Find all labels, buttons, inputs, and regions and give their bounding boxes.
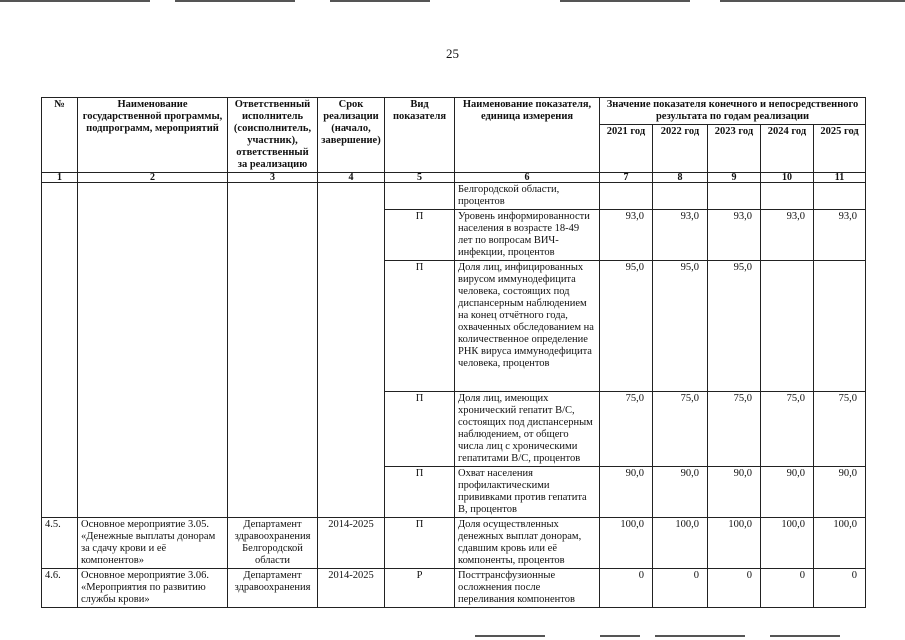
header-name: Наименование государственной программы, подпрограмм, мероприятий bbox=[78, 98, 228, 173]
cell-responsible: Департамент здравоохранения Белгородской области bbox=[228, 518, 318, 569]
cell-value: 75,0 bbox=[708, 392, 761, 467]
cell-value: 0 bbox=[653, 569, 708, 608]
cell-value: 95,0 bbox=[653, 261, 708, 392]
cell-indicator: Посттрансфузионные осложнения после переливания компонентов bbox=[455, 569, 600, 608]
header-year: 2022 год bbox=[653, 125, 708, 173]
cell-value bbox=[653, 183, 708, 210]
cell-value: 93,0 bbox=[708, 210, 761, 261]
cell-value: 95,0 bbox=[600, 261, 653, 392]
cell-responsible bbox=[228, 183, 318, 518]
table-row bbox=[42, 569, 866, 608]
cell-value: 93,0 bbox=[814, 210, 866, 261]
column-number: 4 bbox=[318, 173, 385, 183]
cell-indicator: Белгородской области, процентов bbox=[455, 183, 600, 210]
cell-value: 0 bbox=[761, 569, 814, 608]
column-number: 9 bbox=[708, 173, 761, 183]
header-type: Вид показателя bbox=[385, 98, 455, 173]
cell-type: Р bbox=[385, 569, 455, 608]
cell-value: 75,0 bbox=[600, 392, 653, 467]
cell-value bbox=[761, 183, 814, 210]
header-year: 2024 год bbox=[761, 125, 814, 173]
cell-term bbox=[318, 183, 385, 518]
cell-value: 90,0 bbox=[814, 467, 866, 518]
cell-value bbox=[814, 183, 866, 210]
column-numbers-row bbox=[42, 173, 866, 183]
column-number: 2 bbox=[78, 173, 228, 183]
cell-value: 0 bbox=[814, 569, 866, 608]
cell-value: 93,0 bbox=[653, 210, 708, 261]
header-term: Срок реализации (начало, завершение) bbox=[318, 98, 385, 173]
column-number: 7 bbox=[600, 173, 653, 183]
cell-value bbox=[761, 261, 814, 392]
header-row bbox=[42, 98, 866, 125]
cell-value: 93,0 bbox=[761, 210, 814, 261]
cell-value: 0 bbox=[708, 569, 761, 608]
cell-term: 2014-2025 bbox=[318, 518, 385, 569]
column-number: 8 bbox=[653, 173, 708, 183]
cell-indicator: Уровень информированности населения в возрасте 18-49 лет по вопросам ВИЧ-инфекции, процентов bbox=[455, 210, 600, 261]
cell-value bbox=[600, 183, 653, 210]
cell-value: 95,0 bbox=[708, 261, 761, 392]
header-year: 2025 год bbox=[814, 125, 866, 173]
cell-name bbox=[78, 183, 228, 518]
header-year: 2023 год bbox=[708, 125, 761, 173]
cell-type: П bbox=[385, 518, 455, 569]
cell-value: 90,0 bbox=[600, 467, 653, 518]
table-row bbox=[42, 518, 866, 569]
indicators-table bbox=[41, 97, 866, 608]
page-number: 25 bbox=[446, 46, 459, 61]
cell-type bbox=[385, 183, 455, 210]
cell-value: 100,0 bbox=[653, 518, 708, 569]
cell-value: 0 bbox=[600, 569, 653, 608]
header-values-group: Значение показателя конечного и непосредственного результата по годам реализации bbox=[600, 98, 866, 125]
cell-value: 100,0 bbox=[708, 518, 761, 569]
header-num: № bbox=[42, 98, 78, 173]
column-number: 1 bbox=[42, 173, 78, 183]
column-number: 10 bbox=[761, 173, 814, 183]
cell-value: 90,0 bbox=[653, 467, 708, 518]
header-year: 2021 год bbox=[600, 125, 653, 173]
cell-value: 75,0 bbox=[761, 392, 814, 467]
cell-indicator: Охват населения профилактическими прививками против гепатита В, процентов bbox=[455, 467, 600, 518]
cell-num bbox=[42, 183, 78, 518]
cell-value: 75,0 bbox=[653, 392, 708, 467]
table-row bbox=[42, 183, 866, 210]
cell-indicator: Доля лиц, имеющих хронический гепатит В/С, состоящих под диспансерным наблюдением, от общего числа лиц с хроническими гепатитами В/С, процентов bbox=[455, 392, 600, 467]
cell-type: П bbox=[385, 467, 455, 518]
bottom-scan-edge bbox=[0, 635, 905, 638]
cell-value: 100,0 bbox=[814, 518, 866, 569]
cell-type: П bbox=[385, 261, 455, 392]
cell-name: Основное мероприятие 3.06. «Мероприятия по развитию службы крови» bbox=[78, 569, 228, 608]
cell-term: 2014-2025 bbox=[318, 569, 385, 608]
cell-type: П bbox=[385, 392, 455, 467]
cell-value: 93,0 bbox=[600, 210, 653, 261]
cell-indicator: Доля лиц, инфицированных вирусом иммунодефицита человека, состоящих под диспансерным наблюдением на конец отчётного года, охваченных обследованием на количественное определение РНК вируса иммунодефицита человека, процентов bbox=[455, 261, 600, 392]
cell-value: 100,0 bbox=[600, 518, 653, 569]
column-number: 5 bbox=[385, 173, 455, 183]
cell-responsible: Департамент здравоохранения bbox=[228, 569, 318, 608]
column-number: 6 bbox=[455, 173, 600, 183]
cell-value: 100,0 bbox=[761, 518, 814, 569]
cell-value: 75,0 bbox=[814, 392, 866, 467]
header-responsible: Ответственный исполнитель (соисполнитель, участник), ответственный за реализацию bbox=[228, 98, 318, 173]
cell-num: 4.5. bbox=[42, 518, 78, 569]
top-scan-edge bbox=[0, 0, 905, 3]
cell-value bbox=[708, 183, 761, 210]
column-number: 3 bbox=[228, 173, 318, 183]
cell-value: 90,0 bbox=[761, 467, 814, 518]
cell-type: П bbox=[385, 210, 455, 261]
cell-value bbox=[814, 261, 866, 392]
column-number: 11 bbox=[814, 173, 866, 183]
cell-value: 90,0 bbox=[708, 467, 761, 518]
header-indicator: Наименование показателя, единица измерения bbox=[455, 98, 600, 173]
cell-name: Основное мероприятие 3.05. «Денежные выплаты донорам за сдачу крови и её компонентов» bbox=[78, 518, 228, 569]
cell-num: 4.6. bbox=[42, 569, 78, 608]
cell-indicator: Доля осуществленных денежных выплат донорам, сдавшим кровь или её компоненты, процентов bbox=[455, 518, 600, 569]
